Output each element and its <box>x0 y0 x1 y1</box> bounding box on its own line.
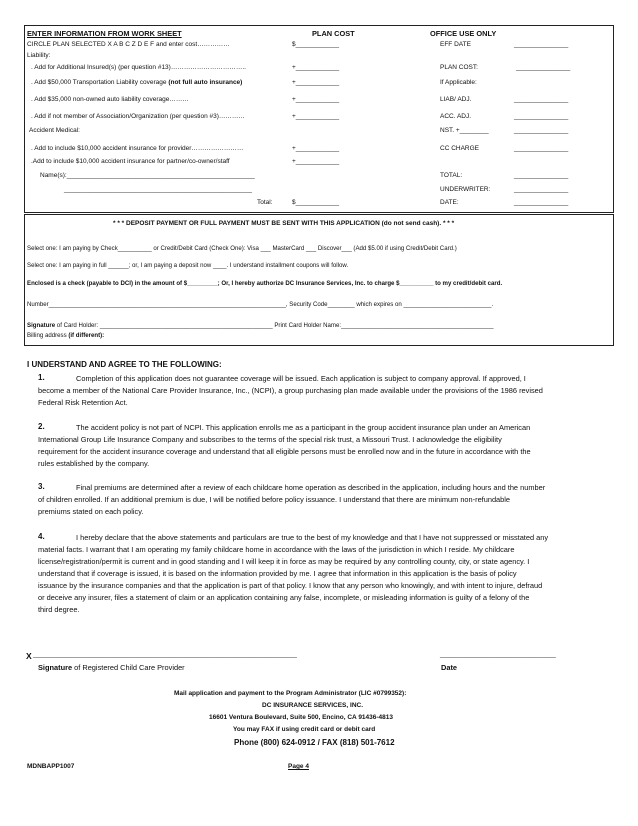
item-1-line-3: Federal Risk Retention Act. <box>38 398 128 407</box>
item-4-line-3: license/registration/permit is current and in good standing and I will keep it in force as may be required by any controlling county, city, or state agency. I <box>38 557 530 566</box>
non-owned-auto-cost[interactable]: +____________ <box>292 96 340 103</box>
item-3-line-3: premiums stated on each policy. <box>38 507 144 516</box>
signature-x-mark: X <box>26 651 32 661</box>
worksheet-header: ENTER INFORMATION FROM WORK SHEET <box>27 29 182 38</box>
item-2-number: 2. <box>38 422 45 431</box>
item-2-line-1: The accident policy is not part of NCPI. This application enrolls me as a participant in the group accident insurance plan under an American <box>76 423 531 432</box>
non-owned-auto-line: . Add $35,000 non-owned auto liability coverage……… <box>31 96 189 103</box>
payment-title: * * * DEPOSIT PAYMENT OR FULL PAYMENT MUST BE SENT WITH THIS APPLICATION (do not send cash). * * * <box>113 220 455 227</box>
signature-word: Signature <box>27 322 56 329</box>
signature-label-bold: Signature <box>38 663 73 672</box>
billing-if-different: (if different): <box>68 332 105 339</box>
cc-charge-label: CC CHARGE <box>440 145 480 152</box>
item-3-line-1: Final premiums are determined after a review of each childcare home operation as described in the application, including hours and the number <box>76 483 546 492</box>
enclosed-check-line[interactable]: Enclosed is a check (payable to DCI) in the amount of $_________; Or, I hereby authorize DC Insurance Services, Inc. to charge $__________ to my credit/debit card. <box>27 280 503 287</box>
item-4-number: 4. <box>38 532 45 541</box>
item-2-line-3: requirement for the accident insurance coverage and understand that all eligible persons must be enrolled now and in the future in accordance with the <box>38 447 531 456</box>
fax-note: You may FAX if using credit card or debit card <box>233 726 376 733</box>
eff-date-label: EFF DATE <box>440 41 471 48</box>
transport-liability-cost[interactable]: +____________ <box>292 79 340 86</box>
item-2-line-2: International Group Life Insurance Company and subscribes to the terms of the special risk trust, a Missouri Trust. I acknowledge the eligibility <box>38 435 502 444</box>
form-id: MDNBAPP1007 <box>27 763 75 770</box>
acc-adj-label: ACC. ADJ. <box>440 113 472 120</box>
liab-adj-label: LIAB/ ADJ. <box>440 96 472 103</box>
total-label: Total: <box>257 199 273 206</box>
item-4-line-1: I hereby declare that the above statements and particulars are true to the best of my knowledge and that I have not suppressed or misstated any <box>76 533 549 542</box>
provider-signature-label <box>38 664 185 671</box>
accident-provider-cost[interactable]: +____________ <box>292 145 340 152</box>
names-field[interactable]: Name(s):____________________________________________________ <box>40 172 255 179</box>
date-office-label: DATE: <box>440 199 459 206</box>
payment-method-line[interactable]: Select one: I am paying by Check__________ or Credit/Debit Card (Check One): Visa ___ MasterCard ___ Discover___ (Add $5.00 if using Credit/Debit Card.) <box>27 245 457 252</box>
signature-label-rest: of Registered Child Care Provider <box>72 663 185 672</box>
accident-medical-label: Accident Medical: <box>29 127 80 134</box>
non-member-line: . Add if not member of Association/Organization (per question #3)………… <box>31 113 245 120</box>
office-use-header: OFFICE USE ONLY <box>430 29 497 38</box>
billing-address-label: Billing address <box>27 332 69 339</box>
phone-fax: Phone (800) 624-0912 / FAX (818) 501-7612 <box>234 738 395 747</box>
plan-cost-field[interactable]: $____________ <box>292 41 339 48</box>
office-plan-cost-label: PLAN COST: <box>440 64 478 71</box>
agreement-heading: I UNDERSTAND AND AGREE TO THE FOLLOWING: <box>27 360 222 369</box>
accident-staff-line: .Add to include $10,000 accident insurance for partner/co-owner/staff <box>31 158 230 165</box>
card-holder-signature-line[interactable] <box>27 323 494 329</box>
payment-amount-line[interactable]: Select one: I am paying in full ______; or, I am paying a deposit now ____. I understand installment coupons will follow. <box>27 262 349 269</box>
plan-cost-header: PLAN COST <box>312 29 355 38</box>
office-plan-cost-blank: _______________ <box>516 64 571 71</box>
item-4-line-5: issuance by the insurance companies and that the application is part of that policy. I know that any person who knowingly, and with intent to injure, defraud <box>38 581 543 590</box>
item-1-number: 1. <box>38 373 45 382</box>
item-4-line-6: or deceive any insurer, files a statement of claim or an application containing any false, incomplete, or misleading information is guilty of a felony of the <box>38 593 530 602</box>
underwriter-blank: _______________ <box>514 186 569 193</box>
nst-blank: _______________ <box>514 127 569 134</box>
company-address: 16601 Ventura Boulevard, Suite 500, Encino, CA 91436-4813 <box>209 714 394 721</box>
total-cost-field[interactable]: $____________ <box>292 199 339 206</box>
item-2-line-4: rules established by the company. <box>38 459 150 468</box>
card-number-line[interactable]: Number______________________________________________________________________, Security Code________ which expires on __________________________. <box>27 301 494 308</box>
item-3-line-2: of children enrolled. If an additional premium is due, I will be notified before policy issuance. I understand that there are minimum non-refundable <box>38 495 511 504</box>
eff-date-blank: _______________ <box>514 41 569 48</box>
acc-adj-blank: _______________ <box>514 113 569 120</box>
item-1-line-2: become a member of the National Care Provider Insurance, Inc., (NCPI), a group purchasing plan made available under the provisions of the 1986 revised <box>38 386 543 395</box>
underwriter-label: UNDERWRITER: <box>440 186 491 193</box>
provider-signature-line[interactable]: _________________________________________________________________________ <box>33 651 297 658</box>
item-3-number: 3. <box>38 482 45 491</box>
accident-staff-cost[interactable]: +____________ <box>292 158 340 165</box>
liability-label: Liability: <box>27 52 51 59</box>
card-holder-rest: of Card Holder: ___________________________________________________ Print Card Holder Name:_____________________________________________ <box>55 322 494 329</box>
non-member-cost[interactable]: +____________ <box>292 113 340 120</box>
date-signature-line[interactable]: ________________________________ <box>440 651 556 658</box>
transport-liability-line: . Add $50,000 Transportation Liability coverage (not full auto insurance) <box>31 79 243 86</box>
cc-charge-blank: _______________ <box>514 145 569 152</box>
if-applicable-label: If Applicable: <box>440 79 477 86</box>
names-field-continued[interactable]: ____________________________________________________ <box>64 186 252 193</box>
item-4-line-4: understand that if coverage is issued, it is based on the information provided by me. I agree that information in this application is the basis of policy <box>38 569 517 578</box>
additional-insured-line: . Add for Additional Insured(s) (per question #13)…………………………….. <box>31 64 246 71</box>
mail-instructions: Mail application and payment to the Program Administrator (LIC #0799352): <box>174 690 407 697</box>
total-office-blank: _______________ <box>514 172 569 179</box>
additional-insured-cost[interactable]: +____________ <box>292 64 340 71</box>
date-label: Date <box>441 663 458 672</box>
billing-address-line[interactable] <box>27 333 104 339</box>
liab-adj-blank: _______________ <box>514 96 569 103</box>
page-number: Page 4 <box>288 763 309 770</box>
item-4-line-7: third degree. <box>38 605 80 614</box>
company-name: DC INSURANCE SERVICES, INC. <box>262 702 364 709</box>
item-4-line-2: material facts. I warrant that I am operating my family childcare home in accordance with the laws of the jurisdiction in which I reside. My childcare <box>38 545 515 554</box>
item-1-line-1: Completion of this application does not guarantee coverage will be issued. Each application is subject to company approval. If approved, I <box>76 374 526 383</box>
accident-provider-line: . Add to include $10,000 accident insurance for provider…………………… <box>31 145 244 152</box>
nst-label: NST. +________ <box>440 127 489 134</box>
date-office-blank: _______________ <box>514 199 569 206</box>
total-office-label: TOTAL: <box>440 172 463 179</box>
plan-selection-line: CIRCLE PLAN SELECTED X A B C Z D E F and enter cost…………… <box>27 41 230 48</box>
